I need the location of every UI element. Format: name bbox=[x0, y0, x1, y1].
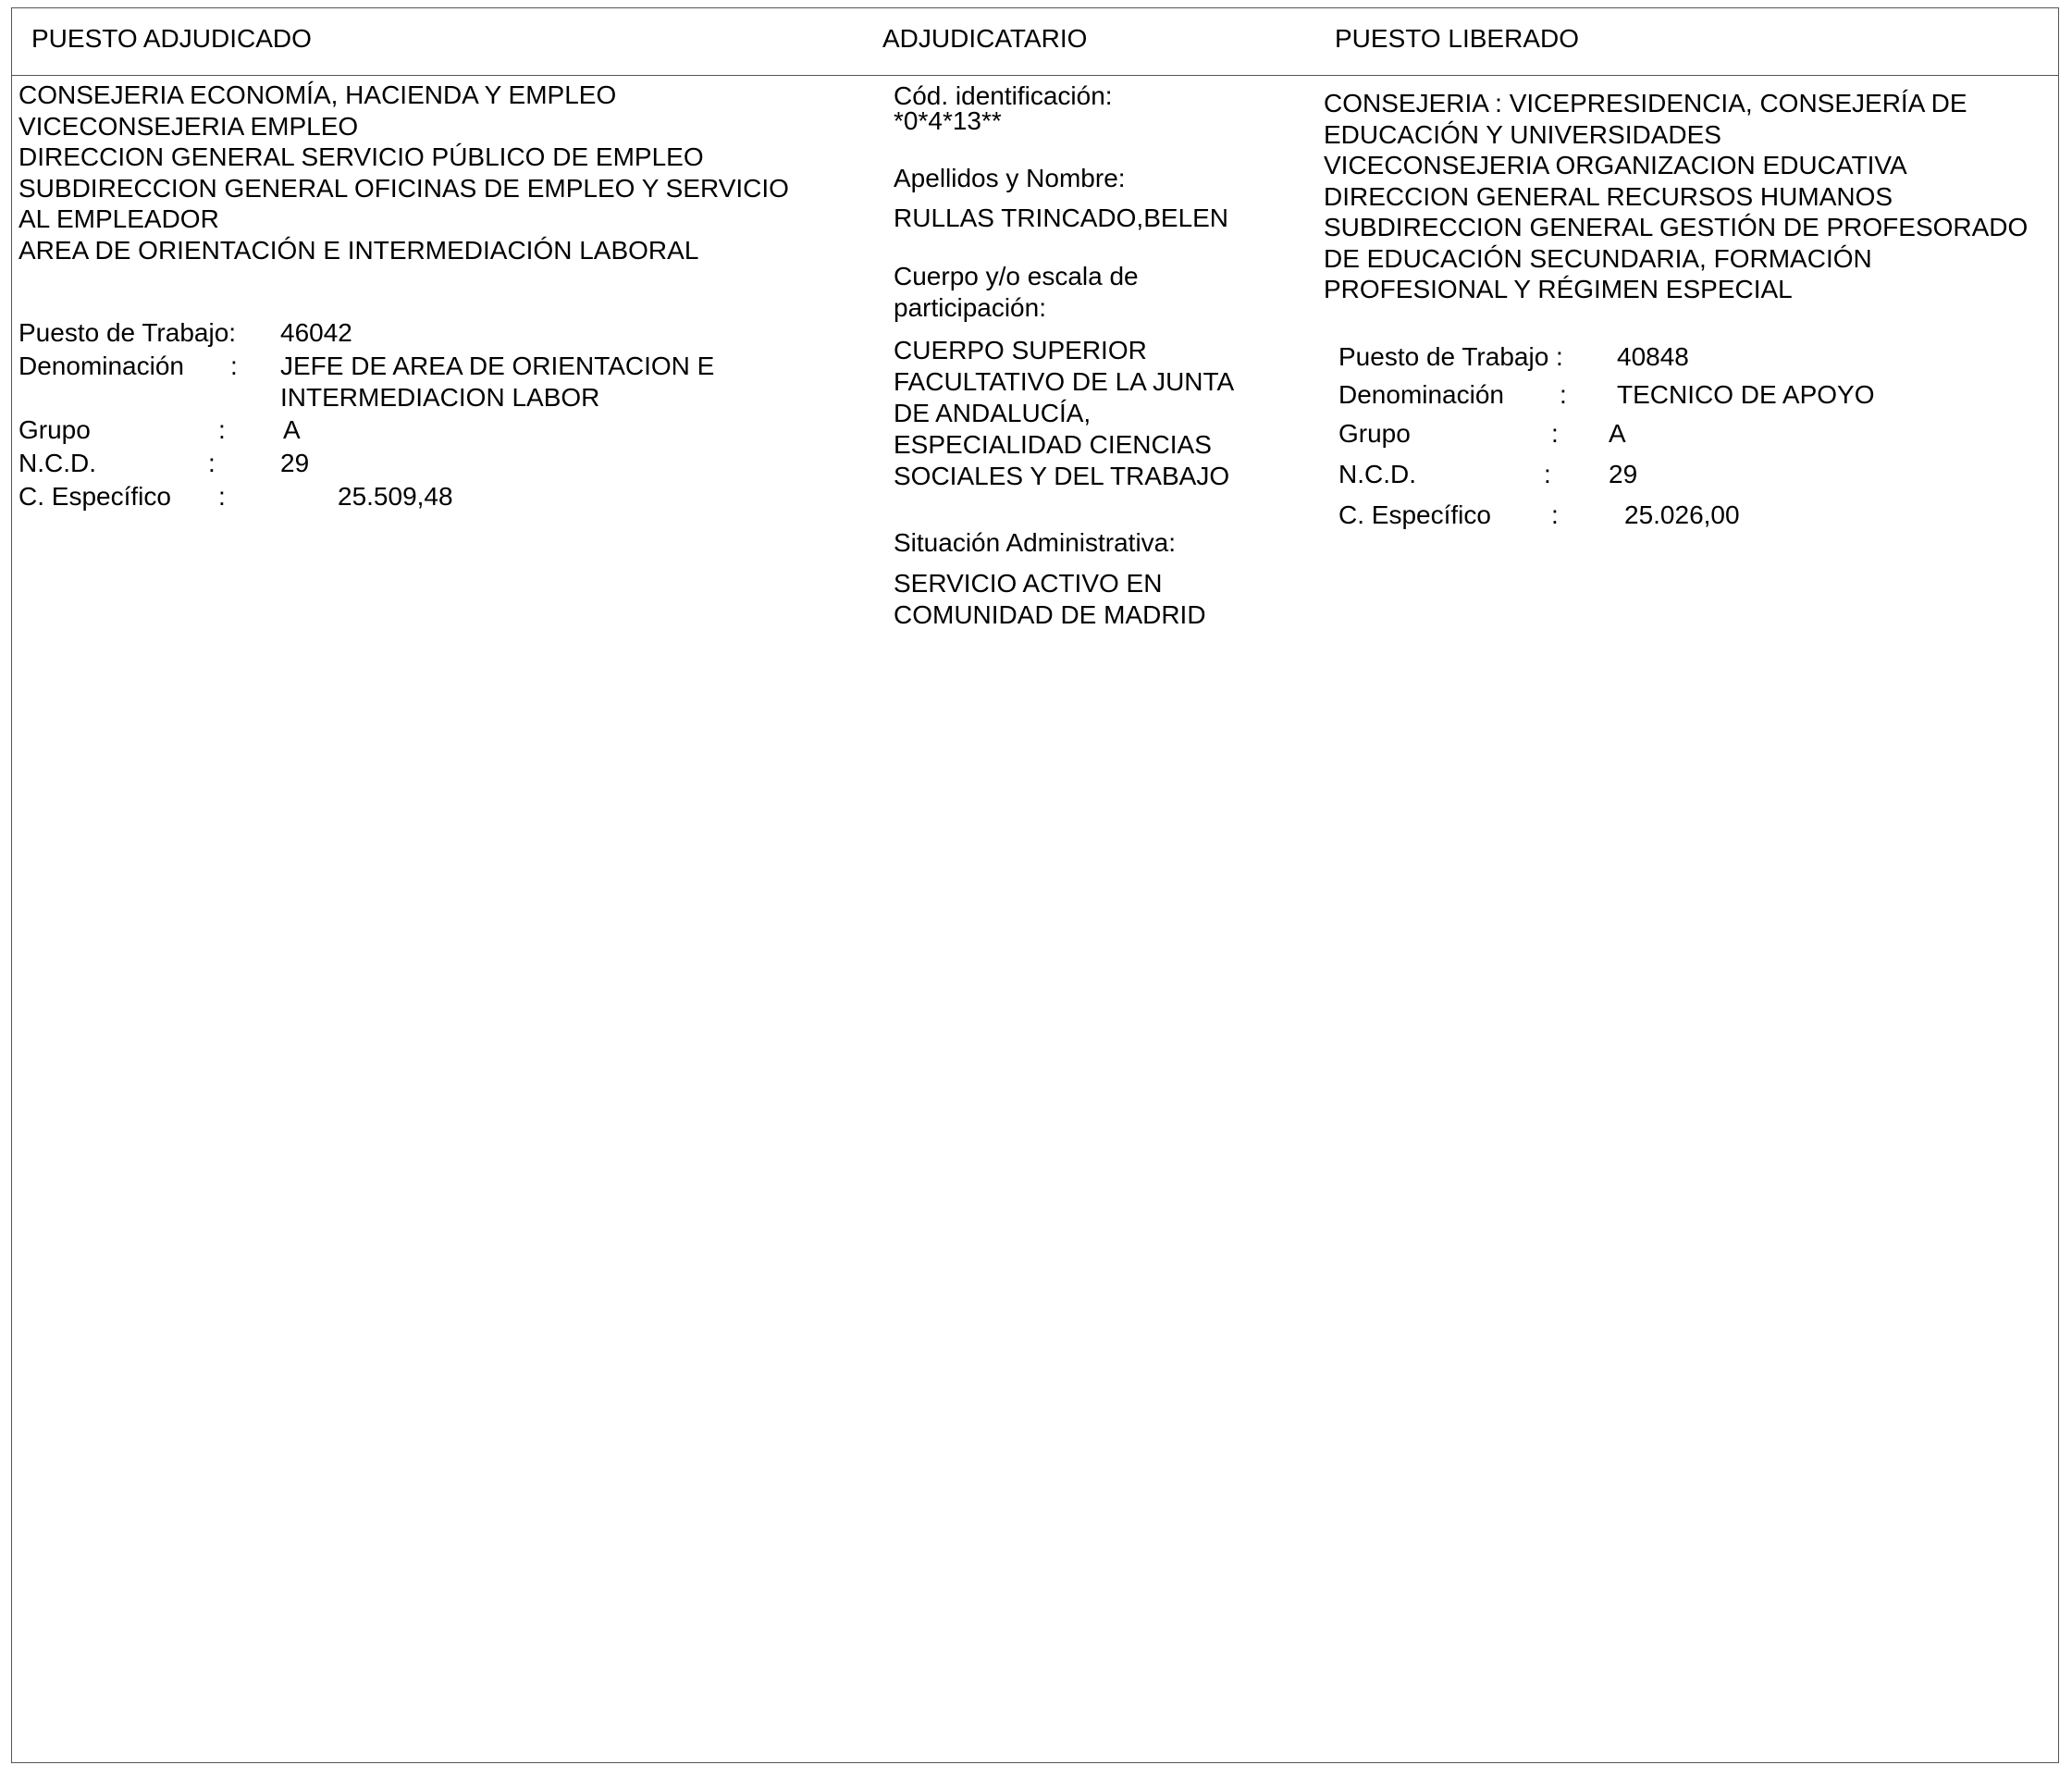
situacion-value-line: SERVICIO ACTIVO EN bbox=[894, 569, 1163, 598]
header-puesto-adjudicado: PUESTO ADJUDICADO bbox=[31, 24, 312, 53]
situacion-administrativa-label: Situación Administrativa: bbox=[894, 528, 1177, 557]
liberado-org-line: DIRECCION GENERAL RECURSOS HUMANOS bbox=[1324, 181, 1893, 211]
adjudicado-org-line: VICECONSEJERIA EMPLEO bbox=[18, 111, 359, 141]
adjudicado-especifico-value: 25.509,48 bbox=[338, 482, 453, 511]
adjudicado-ncd-value: 29 bbox=[280, 449, 310, 477]
liberado-puesto-value: 40848 bbox=[1617, 342, 1689, 371]
adjudicado-org-line: DIRECCION GENERAL SERVICIO PÚBLICO DE EMPLEO bbox=[18, 142, 704, 171]
adjudicado-denominacion-colon: : bbox=[230, 352, 238, 380]
liberado-grupo-value: A bbox=[1609, 419, 1626, 448]
adjudicado-denominacion-label: Denominación bbox=[18, 352, 184, 380]
adjudicado-grupo-value: A bbox=[283, 415, 301, 444]
adjudicado-puesto-label: Puesto de Trabajo: bbox=[18, 318, 237, 347]
adjudicado-denominacion-value-line: INTERMEDIACION LABOR bbox=[280, 383, 600, 412]
liberado-org-line: VICECONSEJERIA ORGANIZACION EDUCATIVA bbox=[1324, 151, 1907, 179]
liberado-grupo-colon: : bbox=[1551, 419, 1559, 448]
liberado-especifico-label: C. Específico bbox=[1338, 500, 1491, 529]
liberado-ncd-colon: : bbox=[1544, 460, 1551, 488]
liberado-grupo-label: Grupo bbox=[1338, 419, 1411, 448]
adjudicado-grupo-label: Grupo bbox=[18, 415, 91, 444]
adjudicado-org-line: CONSEJERIA ECONOMÍA, HACIENDA Y EMPLEO bbox=[18, 80, 617, 109]
adjudicado-org-line: AL EMPLEADOR bbox=[18, 204, 219, 233]
liberado-org-line: EDUCACIÓN Y UNIVERSIDADES bbox=[1324, 119, 1721, 149]
cuerpo-value-line: SOCIALES Y DEL TRABAJO bbox=[894, 462, 1230, 490]
apellidos-nombre-value: RULLAS TRINCADO,BELEN bbox=[894, 204, 1229, 232]
header-adjudicatario: ADJUDICATARIO bbox=[882, 24, 1088, 53]
liberado-denominacion-label: Denominación bbox=[1338, 380, 1504, 409]
liberado-especifico-value: 25.026,00 bbox=[1624, 500, 1740, 529]
adjudicado-ncd-label: N.C.D. bbox=[18, 449, 96, 477]
cuerpo-value-line: DE ANDALUCÍA, bbox=[894, 399, 1092, 427]
adjudicado-ncd-colon: : bbox=[208, 449, 216, 477]
liberado-ncd-label: N.C.D. bbox=[1338, 460, 1416, 488]
header-puesto-liberado: PUESTO LIBERADO bbox=[1335, 24, 1580, 53]
adjudicado-org-line: AREA DE ORIENTACIÓN E INTERMEDIACIÓN LABORAL bbox=[18, 235, 699, 265]
adjudicado-puesto-value: 46042 bbox=[280, 318, 352, 347]
cod-identificacion-value: *0*4*13** bbox=[894, 106, 1002, 135]
cod-identificacion-label: Cód. identificación: bbox=[894, 81, 1113, 110]
cuerpo-value-line: ESPECIALIDAD CIENCIAS bbox=[894, 430, 1212, 459]
apellidos-nombre-label: Apellidos y Nombre: bbox=[894, 164, 1126, 192]
liberado-org-line: CONSEJERIA : VICEPRESIDENCIA, CONSEJERÍA DE bbox=[1324, 89, 1967, 117]
adjudicado-especifico-colon: : bbox=[218, 482, 226, 511]
liberado-ncd-value: 29 bbox=[1609, 460, 1638, 488]
adjudicado-org-line: SUBDIRECCION GENERAL OFICINAS DE EMPLEO Y SERVICIO bbox=[18, 173, 789, 203]
liberado-org-line: DE EDUCACIÓN SECUNDARIA, FORMACIÓN bbox=[1324, 243, 1872, 273]
cuerpo-label-line: participación: bbox=[894, 293, 1046, 322]
liberado-denominacion-colon: : bbox=[1560, 380, 1567, 409]
cuerpo-value-line: CUERPO SUPERIOR bbox=[894, 336, 1147, 364]
liberado-especifico-colon: : bbox=[1551, 500, 1559, 529]
liberado-denominacion-value: TECNICO DE APOYO bbox=[1617, 380, 1875, 409]
adjudicado-grupo-colon: : bbox=[218, 415, 226, 444]
situacion-value-line: COMUNIDAD DE MADRID bbox=[894, 600, 1206, 629]
cuerpo-label-line: Cuerpo y/o escala de bbox=[894, 262, 1139, 290]
cuerpo-value-line: FACULTATIVO DE LA JUNTA bbox=[894, 367, 1235, 396]
adjudicado-denominacion-value-line: JEFE DE AREA DE ORIENTACION E bbox=[280, 352, 715, 380]
adjudicado-especifico-label: C. Específico bbox=[18, 482, 171, 511]
liberado-org-line: SUBDIRECCION GENERAL GESTIÓN DE PROFESORADO bbox=[1324, 213, 2029, 241]
liberado-puesto-label: Puesto de Trabajo : bbox=[1338, 342, 1563, 371]
liberado-org-line: PROFESIONAL Y RÉGIMEN ESPECIAL bbox=[1324, 275, 1793, 303]
